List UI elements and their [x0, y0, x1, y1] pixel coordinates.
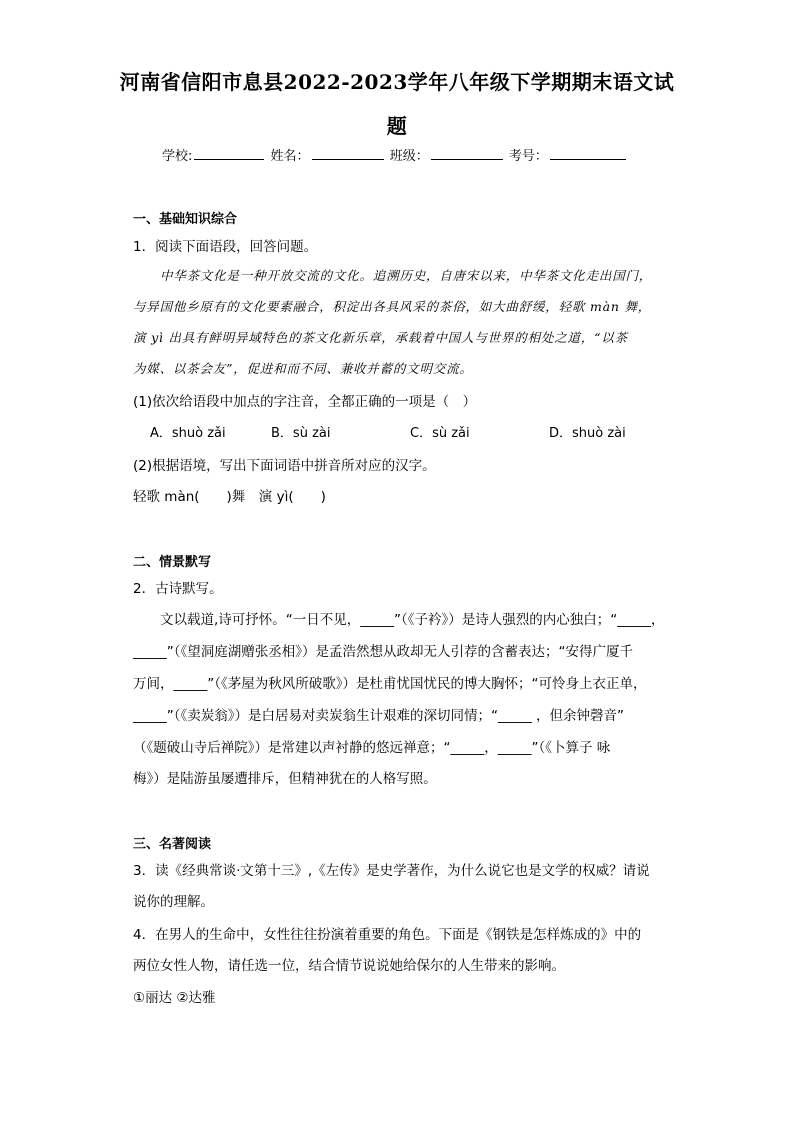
q3-line: 3．读《经典常谈·文第十三》,《左传》是史学著作，为什么说它也是文学的权威？请说 — [133, 863, 650, 879]
name-label: 姓名： — [270, 149, 310, 164]
section-heading-1: 一、基础知识综合 — [133, 212, 238, 227]
q2-prompt: 2．古诗默写。 — [133, 581, 223, 597]
q4-line: 4．在男人的生命中，女性往往扮演着重要的角色。下面是《钢铁是怎样炼成的》中的 — [133, 927, 642, 943]
poem-line: _____”（《望洞庭湖赠张丞相》）是孟浩然想从政却无人引荐的含蓄表达；“安得广厦千 — [133, 644, 633, 660]
option-b[interactable]: B．sù zài — [271, 426, 331, 441]
q4-line: 两位女性人物，请任选一位，结合情节说说她给保尔的人生带来的影响。 — [133, 958, 565, 974]
poem-line: （《题破山寺后禅院》）是常建以声衬静的悠远禅意；“_____，_____”（《卜算子 咏 — [133, 740, 611, 756]
passage-line: 中华茶文化是一种开放交流的文化。追溯历史，自唐宋以来，中华茶文化走出国门， — [160, 268, 653, 283]
exam-no-label: 考号： — [508, 149, 548, 164]
q1-sub1: (1)依次给语段中加点的字注音，全都正确的一项是（ ） — [133, 394, 477, 410]
q4-choices: ①丽达 ②达雅 — [133, 990, 216, 1006]
q1-prompt: 1．阅读下面语段，回答问题。 — [133, 239, 318, 255]
passage-line: 为媒、以茶会友”，促进和而不同、兼收并蓄的文明交流。 — [133, 361, 473, 376]
option-d[interactable]: D．shuò zài — [549, 426, 626, 441]
class-label: 班级： — [389, 149, 429, 164]
option-a[interactable]: A．shuò zǎi — [150, 426, 226, 441]
poem-line: 万间，_____”（《茅屋为秋风所破歌》）是杜甫忧国忧民的博大胸怀；“可怜身上衣正单， — [133, 676, 647, 692]
option-c[interactable]: C．sù zǎi — [410, 426, 470, 441]
q1-sub2: (2)根据语境，写出下面词语中拼音所对应的汉字。 — [133, 458, 436, 474]
q1-sub2-answer[interactable]: 轻歌 màn( )舞 演 yì( ) — [133, 489, 326, 505]
passage-line: 与异国他乡原有的文化要素融合，积淀出各具风采的茶俗，如大曲舒缓，轻歌 màn 舞， — [133, 299, 652, 314]
school-blank[interactable] — [194, 147, 264, 160]
poem-line: 梅》）是陆游虽屡遭排斥，但精神犹在的人格写照。 — [133, 771, 437, 787]
q3-line: 说你的理解。 — [133, 894, 214, 910]
poem-line: 文以载道,诗可抒怀。“一日不见，_____”（《子衿》）是诗人强烈的内心独白；“_____， — [160, 612, 665, 628]
class-blank[interactable] — [431, 147, 503, 160]
title-line-1: 河南省信阳市息县2022-2023学年八年级下学期期末语文试 — [119, 70, 675, 94]
student-info-row — [162, 145, 628, 164]
name-blank[interactable] — [312, 147, 384, 160]
passage-line: 演 yì 出具有鲜明异域特色的茶文化新乐章，承载着中国人与世界的相处之道，“以茶 — [133, 330, 628, 345]
exam-no-blank[interactable] — [550, 147, 626, 160]
section-heading-2: 二、情景默写 — [133, 555, 212, 570]
school-label: 学校: — [162, 149, 193, 164]
section-heading-3: 三、名著阅读 — [133, 837, 212, 852]
poem-line: _____”（《卖炭翁》）是白居易对卖炭翁生计艰难的深切同情；“_____ ，但余钟磬音” — [133, 708, 625, 724]
title-line-2: 题 — [386, 114, 408, 138]
